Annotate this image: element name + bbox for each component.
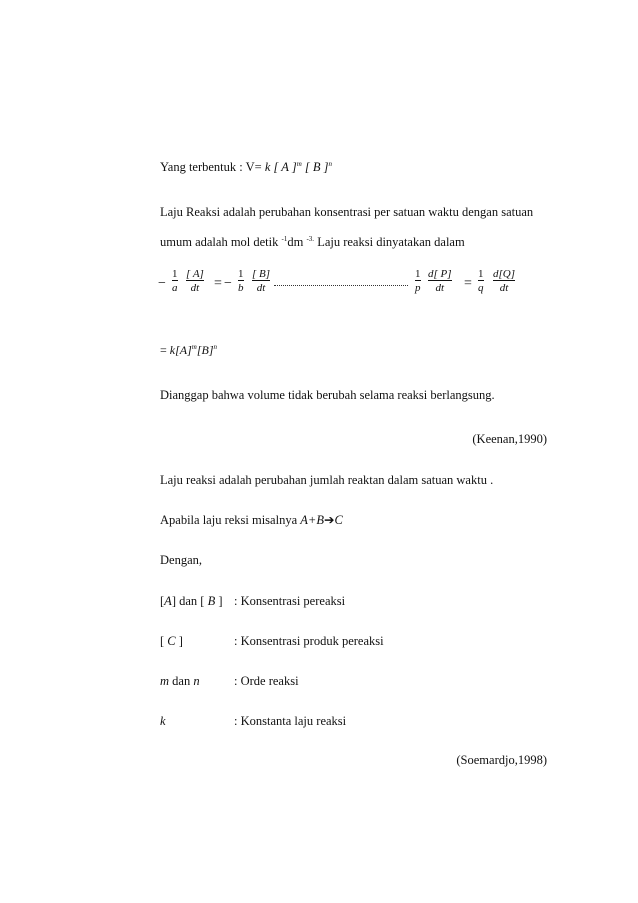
definition-row: m dan n : Orde reaksi xyxy=(160,674,299,688)
rate-law-line xyxy=(160,160,332,175)
definition-row: [ C ] : Konsentrasi produk pereaksi xyxy=(160,634,384,648)
units-text: umum adalah mol detik xyxy=(160,235,282,249)
equals-sign: = xyxy=(464,276,472,291)
fraction-dq-dt: $\frac{d[Q]}{dt}$ xyxy=(493,268,516,294)
fraction-1-over-p: $\frac{1}{p}$ xyxy=(415,268,421,294)
fraction-dp-dt: $\frac{d[ P]}{dt}$ xyxy=(428,268,452,294)
units-tail: Laju reaksi dinyatakan dalam xyxy=(314,235,465,249)
definition-desc: : Konsentrasi pereaksi xyxy=(234,594,346,608)
product: C xyxy=(334,513,343,527)
fraction-1-over-q: $\frac{1}{q}$ xyxy=(478,268,484,294)
fraction-da-dt: $\frac{[ A]}{dt}$ xyxy=(186,268,204,294)
citation-keenan: (Keenan,1990) xyxy=(472,432,547,446)
assumption-text: Dianggap bahwa volume tidak berubah selama reaksi berlangsung. xyxy=(160,388,495,402)
concentration-a: [ A ] xyxy=(270,160,297,174)
reaction-example xyxy=(160,512,343,528)
fraction-db-dt: $\frac{[ B]}{dt}$ xyxy=(252,268,271,294)
reaction-rate-definition: Laju reaksi adalah perubahan jumlah reaktan dalam satuan waktu . xyxy=(160,473,494,487)
units-exp-1: -1 xyxy=(281,234,288,243)
arrow-right-icon: ➔ xyxy=(323,513,335,527)
reaction-example-text: Apabila laju reksi misalnya xyxy=(160,513,301,527)
rate-law-prefix: Yang terbentuk : V= xyxy=(160,160,265,174)
definition-desc: : Konsentrasi produk pereaksi xyxy=(234,634,384,648)
equals-sign: = xyxy=(160,343,167,357)
definition-desc: : Orde reaksi xyxy=(234,674,299,688)
order-m: m xyxy=(296,159,302,168)
k-times-a: k[A] xyxy=(169,343,192,357)
equals-sign: = xyxy=(214,276,222,291)
units-dm: dm xyxy=(287,235,307,249)
concentration-b: [B] xyxy=(196,343,214,357)
rate-constant-k: k xyxy=(264,160,271,174)
units-exp-2: -3. xyxy=(306,234,315,243)
citation-soemardjo: (Soemardjo,1998) xyxy=(456,753,547,767)
reactants: A+B xyxy=(300,513,324,527)
definition-row: [A] dan [ B ] : Konsentrasi pereaksi xyxy=(160,594,346,608)
order-n: n xyxy=(328,159,333,168)
minus-sign: − xyxy=(224,276,232,291)
rate-law-expanded xyxy=(160,343,217,358)
fraction-1-over-a: $\frac{1}{a}$ xyxy=(172,268,178,294)
minus-sign: − xyxy=(158,276,166,291)
definition-line-2 xyxy=(160,235,465,250)
fraction-1-over-b: $\frac{1}{b}$ xyxy=(238,268,244,294)
definition-row: k : Konstanta laju reaksi xyxy=(160,714,347,728)
concentration-b: [ B ] xyxy=(301,160,329,174)
dengan-label: Dengan, xyxy=(160,553,202,567)
definition-desc: : Konstanta laju reaksi xyxy=(234,714,347,728)
dotted-leader xyxy=(274,285,408,286)
definition-line-1: Laju Reaksi adalah perubahan konsentrasi per satuan waktu dengan satuan xyxy=(160,205,534,219)
order-m: m xyxy=(191,343,197,351)
order-n: n xyxy=(213,343,218,351)
